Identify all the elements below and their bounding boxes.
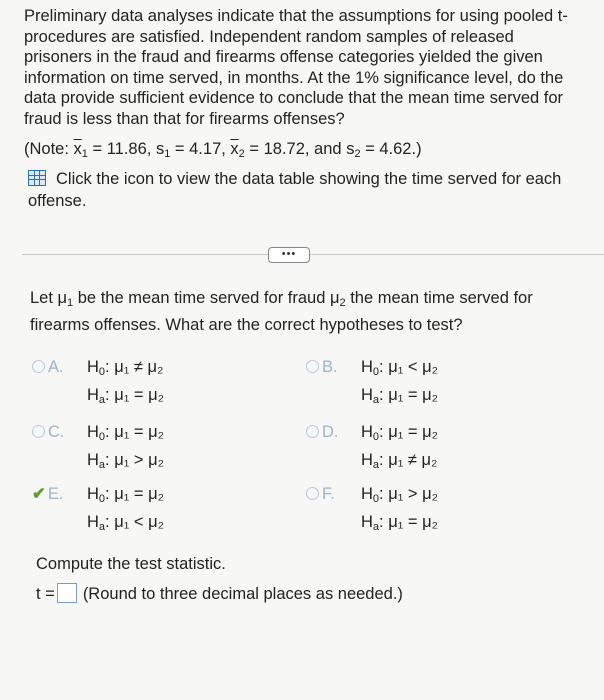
option-f-label: F. xyxy=(322,485,335,503)
h0-symbol: H xyxy=(361,423,373,441)
more-button[interactable]: ••• xyxy=(268,247,310,263)
s2-sub: 2 xyxy=(354,148,361,160)
mu1-symbol: μ xyxy=(57,289,68,307)
h0-symbol: H xyxy=(361,485,373,503)
q-end: the mean time served for firearms offenses. What are the correct hypotheses to test? xyxy=(30,289,533,334)
note-prefix: (Note: xyxy=(24,140,74,158)
ha-sub: a xyxy=(98,521,106,533)
s1-symbol: s xyxy=(155,140,165,158)
ha-sub: a xyxy=(372,521,380,533)
option-b-ha: : μ₁ = μ₂ xyxy=(379,386,439,404)
option-d-ha: : μ₁ ≠ μ₂ xyxy=(379,451,438,469)
ha-symbol: H xyxy=(361,386,373,404)
problem-text: Preliminary data analyses indicate that the assumptions for using pooled t-procedures are satisfied. Independent random samples of released prisoners in the fraud and firearms offense categories yielded the given information on time served, in months. At the 1% significance level, do the data provide sufficient evidence to conclude that the mean time served for fraud is less than that for firearms offenses? xyxy=(24,7,568,128)
option-f-h0: : μ₁ > μ₂ xyxy=(379,485,439,503)
answer-prefix: t = xyxy=(36,585,55,603)
ha-symbol: H xyxy=(361,513,373,531)
h0-sub: 0 xyxy=(372,366,380,378)
ha-sub: a xyxy=(98,394,106,406)
s1-value: = 4.17, xyxy=(170,140,231,158)
option-b-label: B. xyxy=(322,358,338,376)
x1-sub: 1 xyxy=(81,148,88,160)
option-e-label: E. xyxy=(47,485,64,503)
option-d[interactable] xyxy=(306,421,438,477)
option-e-ha: : μ₁ < μ₂ xyxy=(105,513,165,531)
radio-c[interactable] xyxy=(32,425,45,438)
x2-value: = 18.72, and xyxy=(244,140,347,158)
option-a-h0: : μ₁ ≠ μ₂ xyxy=(105,358,164,376)
x2-sub: 2 xyxy=(238,148,245,160)
s1-sub: 1 xyxy=(164,148,171,160)
mu1-sub: 1 xyxy=(67,297,74,309)
h0-sub: 0 xyxy=(98,493,106,505)
option-f[interactable] xyxy=(306,483,438,539)
option-c-label: C. xyxy=(48,423,65,441)
option-b-h0: : μ₁ < μ₂ xyxy=(379,358,439,376)
x1-symbol: $\overline{x}$ xyxy=(73,140,82,158)
ha-symbol: H xyxy=(87,386,99,404)
option-a-label: A. xyxy=(48,358,64,376)
ha-sub: a xyxy=(372,459,380,471)
h0-sub: 0 xyxy=(98,431,106,443)
ha-symbol: H xyxy=(87,513,99,531)
q-mid: be the mean time served for fraud xyxy=(73,289,330,307)
problem-statement xyxy=(24,6,584,129)
note-line xyxy=(24,140,422,160)
h0-symbol: H xyxy=(87,485,99,503)
h0-symbol: H xyxy=(87,358,99,376)
ha-symbol: H xyxy=(87,451,99,469)
radio-b[interactable] xyxy=(306,360,319,373)
option-b[interactable] xyxy=(306,356,438,412)
s2-symbol: s xyxy=(346,140,355,158)
option-c-h0: : μ₁ = μ₂ xyxy=(105,423,165,441)
h0-sub: 0 xyxy=(372,431,380,443)
option-c[interactable] xyxy=(32,421,164,477)
option-e[interactable] xyxy=(32,483,164,539)
option-a[interactable] xyxy=(32,356,164,412)
option-d-label: D. xyxy=(322,423,339,441)
x1-value: = 11.86, xyxy=(87,140,156,158)
radio-a[interactable] xyxy=(32,360,45,373)
table-icon[interactable] xyxy=(28,170,46,186)
option-a-ha: : μ₁ = μ₂ xyxy=(105,386,165,404)
ha-symbol: H xyxy=(361,451,373,469)
answer-row xyxy=(36,583,403,604)
option-f-ha: : μ₁ = μ₂ xyxy=(379,513,439,531)
option-c-ha: : μ₁ > μ₂ xyxy=(105,451,165,469)
option-e-h0: : μ₁ = μ₂ xyxy=(105,485,165,503)
mu2-symbol: μ xyxy=(329,289,340,307)
radio-f[interactable] xyxy=(306,487,319,500)
h0-sub: 0 xyxy=(98,366,106,378)
s2-value: = 4.62.) xyxy=(360,140,422,158)
h0-sub: 0 xyxy=(372,493,380,505)
hypothesis-question xyxy=(30,287,570,336)
divider xyxy=(22,254,604,255)
mu2-sub: 2 xyxy=(339,297,346,309)
x2-symbol: $\overline{x}$ xyxy=(230,140,239,158)
checkmark-icon[interactable]: ✔ xyxy=(32,485,46,503)
option-d-h0: : μ₁ = μ₂ xyxy=(379,423,439,441)
h0-symbol: H xyxy=(87,423,99,441)
radio-d[interactable] xyxy=(306,425,319,438)
data-table-link-text: Click the icon to view the data table showing the time served for each offense. xyxy=(28,170,562,210)
ha-sub: a xyxy=(372,394,380,406)
compute-instruction: Compute the test statistic. xyxy=(36,555,226,573)
q-let: Let xyxy=(30,289,58,307)
answer-input[interactable] xyxy=(57,583,77,603)
ha-sub: a xyxy=(98,459,106,471)
data-table-link[interactable] xyxy=(28,168,583,212)
h0-symbol: H xyxy=(361,358,373,376)
answer-hint: (Round to three decimal places as needed.) xyxy=(82,585,403,603)
